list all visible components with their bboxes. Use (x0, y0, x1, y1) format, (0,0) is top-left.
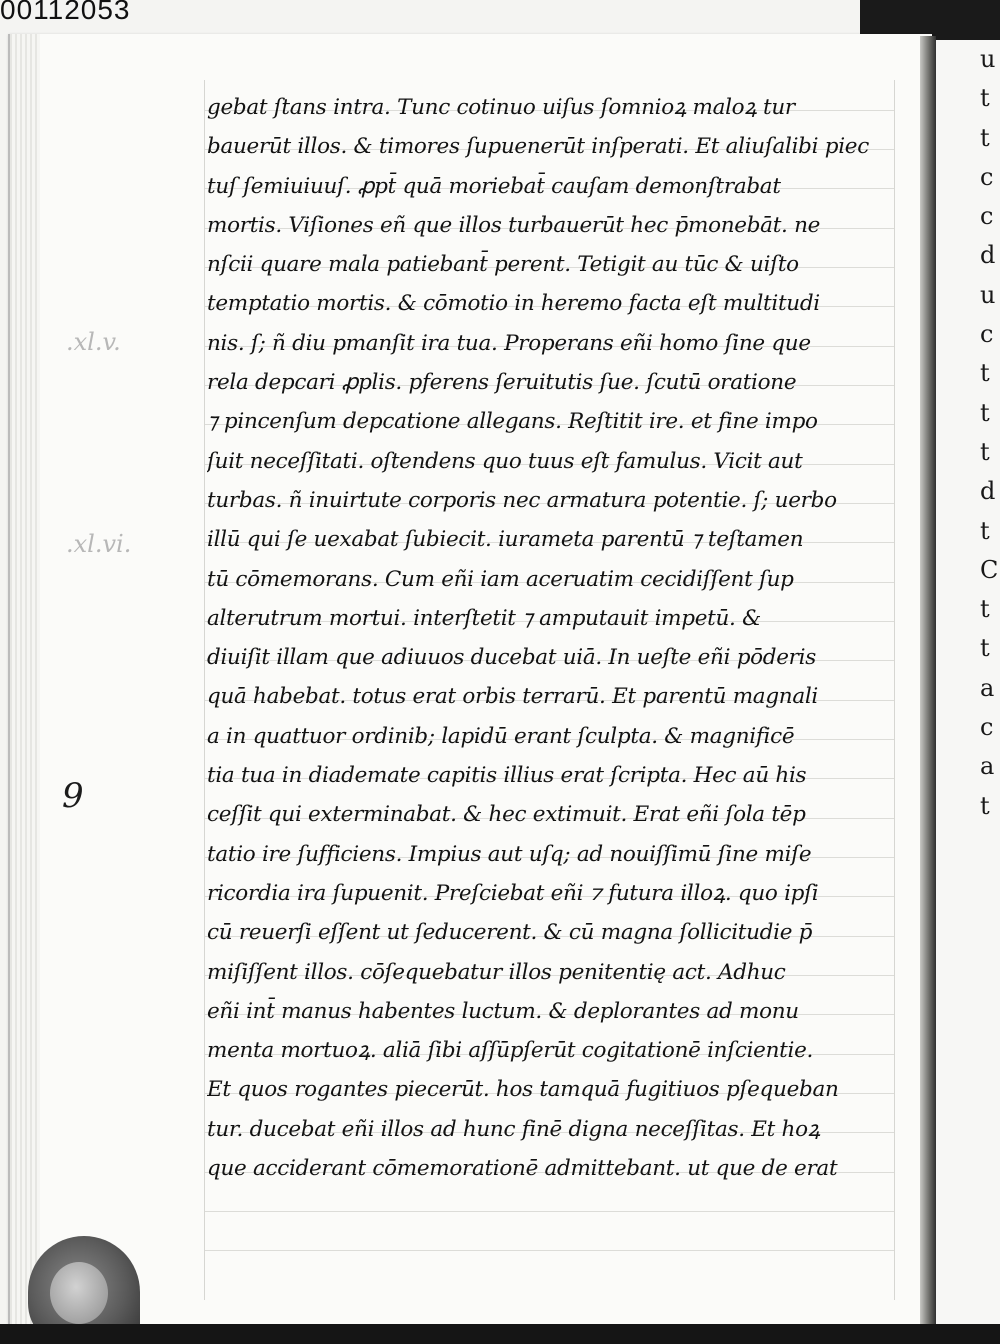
facing-page-fragment: t (980, 359, 990, 388)
text-line: ceſſit qui exterminabat. & hec extimuit. Erat eñi ſola tēp (207, 802, 806, 828)
scan-border-bottom (0, 1324, 1000, 1344)
book-gutter (920, 36, 936, 1324)
text-line: nis. ſ; ñ diu pmanſit ira tua. Properans eñi homo ſine que (207, 330, 811, 356)
facing-page-fragment: d (980, 477, 996, 506)
text-line: gebat ſtans intra. Tunc cotinuo uiſus ſomnioꝝ maloꝝ tur (207, 95, 795, 120)
text-line: temptatio mortis. & cōmotio in heremo facta eſt multitudi (207, 291, 820, 317)
text-line: diuiſit illam que adiuuos ducebat uiā. In ueſte eñi pōderis (207, 645, 816, 671)
facing-page-fragment: t (980, 84, 990, 113)
text-line: rela depcari ꝓplis. pferens ſeruitutis ſue. ſcutū oratione (207, 370, 797, 396)
marginal-chapter-number: .xl.v. (66, 328, 121, 356)
facing-page-fragment: t (980, 516, 990, 545)
facing-page-fragment: c (980, 202, 994, 231)
text-line: que acciderant cōmemorationē admittebant. ut que de erat (207, 1156, 838, 1182)
text-line: eñi int̄ manus habentes luctum. & deplorantes ad monu (207, 998, 799, 1024)
text-line: tia tua in diademate capitis illius erat ſcripta. Hec aū his (207, 763, 807, 789)
facing-page-fragment: a (980, 673, 995, 702)
marginal-mark: 9 (62, 776, 84, 816)
facing-page (936, 40, 1000, 1324)
facing-page-fragment: t (980, 634, 990, 663)
facing-page-fragment: t (980, 398, 990, 427)
facing-page-fragment: c (980, 162, 994, 191)
text-line: ſuit neceſſitati. oſtendens quo tuus eſt famulus. Vicit aut (207, 448, 803, 474)
facing-page-fragment: c (980, 713, 994, 742)
text-line: ⁊ pincenſum depcatione allegans. Reſtitit ire. et fine impo (207, 409, 818, 435)
facing-page-fragment: C (980, 555, 999, 584)
thumbnail-nail (50, 1262, 108, 1324)
text-line: ricordia ira ſupuenit. Preſciebat eñi ⁊ futura illoꝝ. quo ipſi (207, 880, 819, 906)
facing-page-fragment: c (980, 320, 994, 349)
text-line: quā habebat. totus erat orbis terrarū. Et parentū magnali (207, 684, 818, 710)
ruling-left-bound (204, 80, 205, 1300)
facing-page-fragment: t (980, 437, 990, 466)
facing-page-fragment: u (980, 280, 996, 309)
text-line: mortis. Viſiones eñ que illos turbauerūt hec p̄monebāt. ne (207, 212, 821, 238)
text-line: Et quos rogantes piecerūt. hos tamquā fugitiuos pſequeban (207, 1077, 839, 1103)
text-line: tuſ ſemiuiuuſ. ꝓpt̄ quā moriebat̄ cauſam demonſtrabat (207, 173, 781, 199)
shelfmark-number: 00112053 (0, 0, 131, 25)
facing-page-fragment: t (980, 791, 990, 820)
facing-page-fragment: d (980, 241, 996, 270)
text-line: illū qui ſe uexabat ſubiecit. iurameta parentū ⁊ teſtamen (207, 527, 804, 553)
text-line: tatio ire ſufficiens. Impius aut uſq; ad nouiſſimū ſine miſe (207, 841, 812, 867)
text-line: tū cōmemorans. Cum eñi iam aceruatim cecidiſſent ſup (207, 566, 794, 592)
facing-page-fragment: a (980, 752, 995, 781)
text-line: a in quattuor ordinib; lapidū erant ſculpta. & magnificē (207, 723, 795, 749)
text-line: cū reuerſi eſſent ut ſeducerent. & cū magna ſollicitudie p̄ (207, 920, 813, 946)
manuscript-text-block (207, 88, 897, 1188)
text-line: alterutrum mortui. interſtetit ⁊ amputauit impetū. & (207, 605, 761, 631)
text-line: miſiſſent illos. cōſequebatur illos penitentię act. Adhuc (207, 959, 786, 985)
text-line: menta mortuoꝝ. aliā ſibi aſſūpſerūt cogitationē inſcientie. (207, 1038, 814, 1064)
text-line: nſcii quare mala patiebant̄ perent. Tetigit au tūc & uiſto (207, 252, 799, 278)
facing-page-fragment: u (980, 45, 996, 73)
facing-page-fragment: t (980, 123, 990, 152)
text-line: tur. ducebat eñi illos ad hunc finē digna neceſſitas. Et hoꝝ (207, 1116, 820, 1142)
marginal-chapter-number: .xl.vi. (66, 530, 132, 558)
text-line: turbas. ñ inuirtute corporis nec armatura potentie. ſ; uerbo (207, 487, 837, 513)
page-edges (10, 34, 40, 1324)
text-line: bauerūt illos. & timores ſupuenerūt inſperati. Et aliuſalibi piec (207, 134, 869, 160)
facing-page-fragment: t (980, 595, 990, 624)
